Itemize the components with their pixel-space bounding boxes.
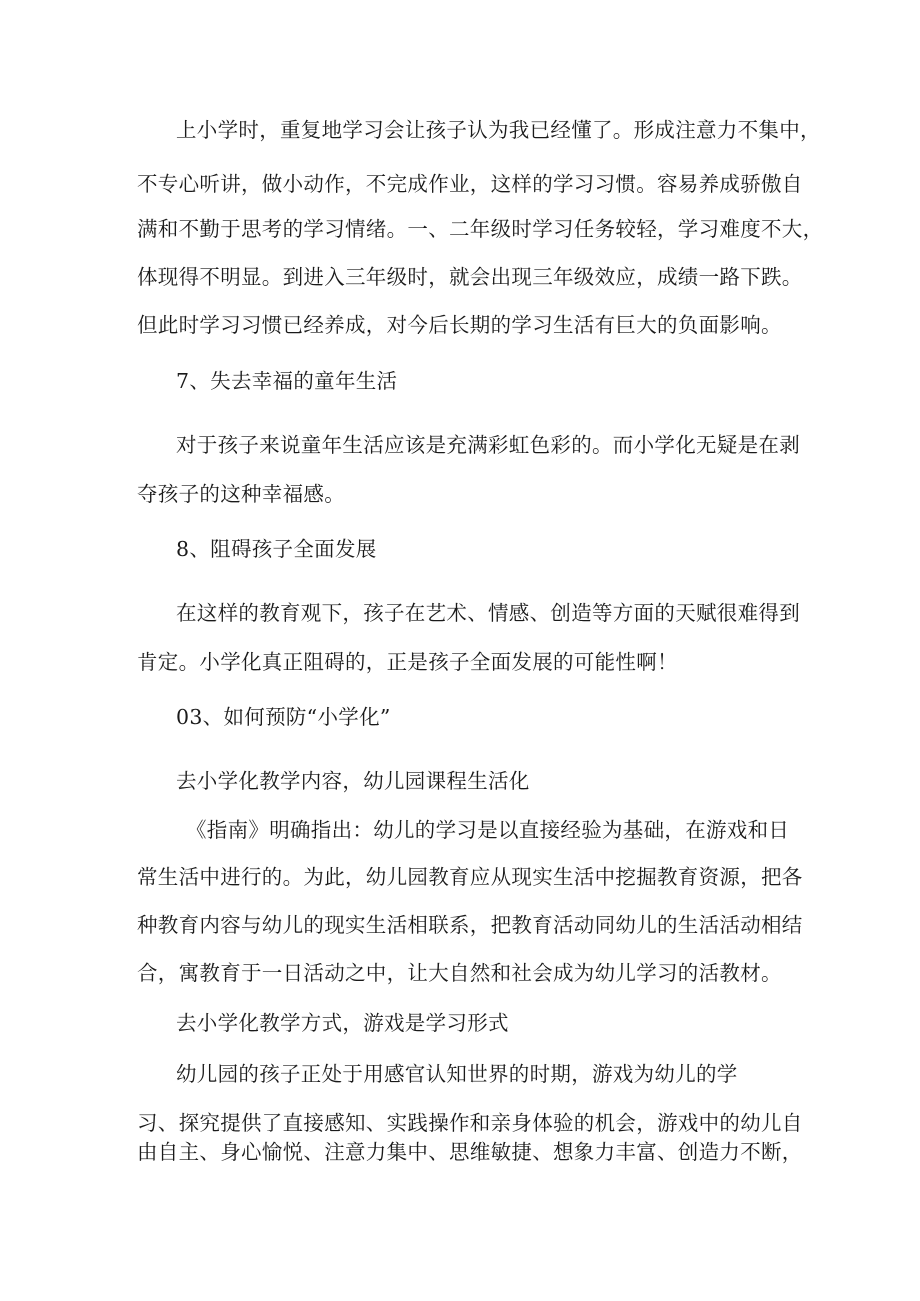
paragraph-line: 对于孩子来说童年生活应该是充满彩虹色彩的。而小学化无疑是在剥 — [176, 433, 800, 457]
paragraph-line: 在这样的教育观下，孩子在艺术、情感、创造等方面的天赋很难得到 — [176, 601, 800, 625]
subsection-heading: 去小学化教学内容，幼儿园课程生活化 — [176, 769, 530, 793]
paragraph-line: 合，寓教育于一日活动之中，让大自然和社会成为幼儿学习的活教材。 — [137, 961, 782, 985]
paragraph-line: 满和不勤于思考的学习情绪。一、二年级时学习任务较轻，学习难度不大， — [137, 217, 824, 241]
paragraph-line: 体现得不明显。到进入三年级时，就会出现三年级效应，成绩一路下跌。 — [137, 265, 803, 289]
paragraph-line: 夺孩子的这种幸福感。 — [137, 482, 345, 506]
paragraph-line: 上小学时，重复地学习会让孩子认为我已经懂了。形成注意力不集中， — [176, 118, 821, 142]
paragraph-line: 《指南》明确指出：幼儿的学习是以直接经验为基础，在游戏和日 — [186, 818, 790, 842]
paragraph-line: 习、探究提供了直接感知、实践操作和亲身体验的机会，游戏中的幼儿自 — [137, 1111, 803, 1135]
paragraph-line: 常生活中进行的。为此，幼儿园教育应从现实生活中挖掘教育资源，把各 — [137, 865, 803, 889]
paragraph-line: 由自主、身心愉悦、注意力集中、思维敏捷、想象力丰富、创造力不断， — [137, 1140, 803, 1164]
section-heading: 8、阻碍孩子全面发展 — [176, 537, 377, 561]
paragraph-line: 种教育内容与幼儿的现实生活相联系，把教育活动同幼儿的生活活动相结 — [137, 913, 803, 937]
paragraph-line: 幼儿园的孩子正处于用感官认知世界的时期，游戏为幼儿的学 — [176, 1062, 738, 1086]
subsection-heading: 去小学化教学方式，游戏是学习形式 — [176, 1011, 509, 1035]
section-heading: 03、如何预防“小学化” — [176, 705, 391, 729]
section-heading: 7、失去幸福的童年生活 — [176, 369, 398, 393]
paragraph-line: 不专心听讲，做小动作，不完成作业，这样的学习习惯。容易养成骄傲自 — [137, 172, 803, 196]
paragraph-line: 但此时学习习惯已经养成，对今后长期的学习生活有巨大的负面影响。 — [137, 313, 782, 337]
paragraph-line: 肯定。小学化真正阻碍的，正是孩子全面发展的可能性啊！ — [137, 650, 678, 674]
